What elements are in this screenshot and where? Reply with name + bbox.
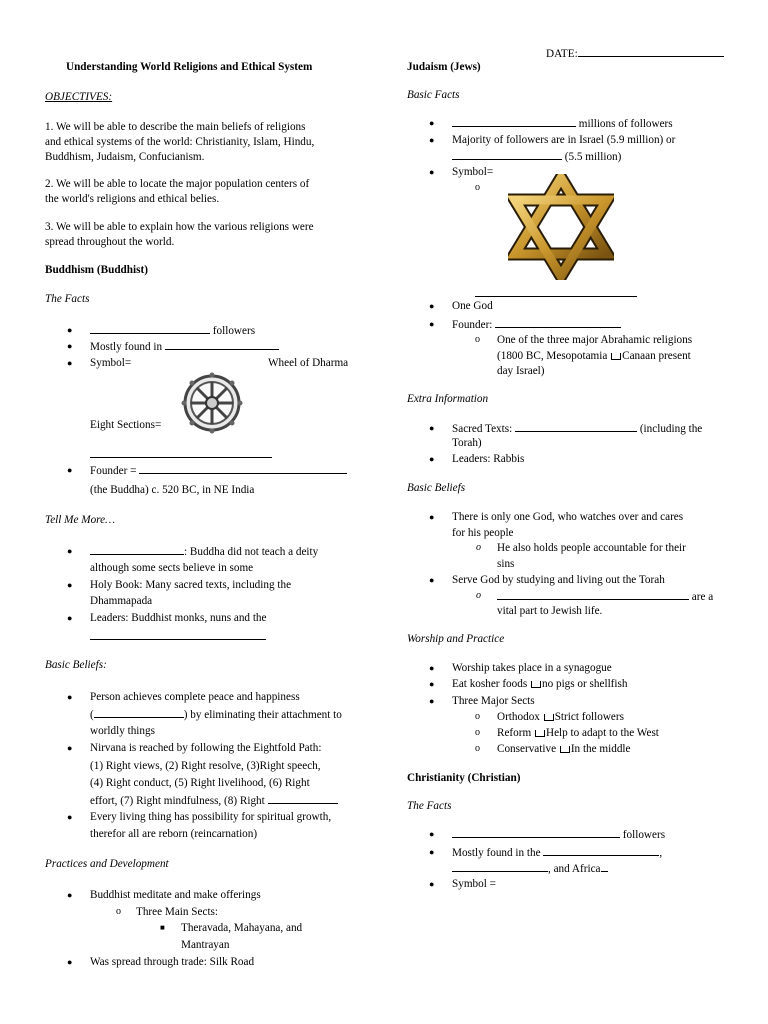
judaism-founder-blank[interactable] xyxy=(495,317,621,328)
sacred-texts-blank[interactable] xyxy=(515,421,637,432)
judaism-millions: millions of followers xyxy=(452,116,673,131)
bullet-icon: ● xyxy=(67,465,73,475)
judaism-beliefs-heading: Basic Beliefs xyxy=(407,482,466,494)
deity-blank[interactable] xyxy=(90,544,184,555)
bullet-icon: ● xyxy=(67,613,73,623)
belief-3-line-1: Every living thing has possibility for spiritual growth, xyxy=(90,811,332,823)
judaism-symbol-label: Symbol= xyxy=(452,166,494,178)
extra-info-heading: Extra Information xyxy=(407,393,489,405)
belief-2-line-3: (4) Right conduct, (5) Right livelihood, (6) Right xyxy=(90,777,310,789)
millions-blank[interactable] xyxy=(452,116,576,127)
arrow-icon xyxy=(611,353,621,360)
rabbis: Leaders: Rabbis xyxy=(452,453,525,465)
objective-2-line-2: the world's religions and ethical belies. xyxy=(45,193,220,205)
bullet-icon: ● xyxy=(429,423,435,433)
leaders-blank[interactable] xyxy=(90,629,266,640)
star-of-david-icon xyxy=(508,174,614,280)
dharma-wheel-icon xyxy=(181,372,243,434)
christianity-region-blank-2[interactable] xyxy=(452,861,548,872)
judaism-majority-line-1: Majority of followers are in Israel (5.9 million) or xyxy=(452,134,676,146)
bullet-icon: ● xyxy=(429,829,435,839)
christianity-facts-heading: The Facts xyxy=(407,800,452,812)
star-blank[interactable] xyxy=(475,286,637,297)
buddhism-heading: Buddhism (Buddhist) xyxy=(45,264,148,276)
bullet-icon: ● xyxy=(429,679,435,689)
sects-line-1: Theravada, Mahayana, and xyxy=(181,922,303,934)
buddhism-founder: Founder = xyxy=(90,463,347,478)
bullet-icon: ● xyxy=(67,957,73,967)
torah-vital-line-2: vital part to Jewish life. xyxy=(497,605,603,617)
circle-bullet-icon: o xyxy=(475,727,480,738)
sacred-texts: Sacred Texts: (including the xyxy=(452,423,703,435)
objective-2-line-1: 2. We will be able to locate the major population centers of xyxy=(45,178,310,190)
torah-vital-blank[interactable] xyxy=(497,589,689,600)
followers-blank[interactable] xyxy=(90,323,210,334)
star-answer xyxy=(475,286,637,301)
objective-1-line-3: Buddhism, Judaism, Confucianism. xyxy=(45,151,205,163)
basic-beliefs-heading: Basic Beliefs: xyxy=(45,659,107,671)
belief-1-line-2: ( ) by eliminating their attachment to xyxy=(90,709,342,721)
circle-bullet-icon: o xyxy=(475,182,480,193)
bullet-icon: ● xyxy=(429,319,435,329)
buddhism-mostly-found: Mostly found in xyxy=(90,339,279,354)
deity-line: : Buddha did not teach a deity xyxy=(90,544,318,559)
circle-bullet-icon: o xyxy=(116,906,121,917)
belief-3-line-2: therefor all are reborn (reincarnation) xyxy=(90,828,258,840)
bullet-icon: ● xyxy=(67,743,73,753)
abrahamic-line-1: One of the three major Abrahamic religions xyxy=(497,334,693,346)
belief-2-line-4: effort, (7) Right mindfulness, (8) Right xyxy=(90,793,338,808)
bullet-icon: ● xyxy=(67,358,73,368)
judaism-belief-1-line-1: There is only one God, who watches over and cares xyxy=(452,511,684,523)
belief-2-line-1: Nirvana is reached by following the Eightfold Path: xyxy=(90,742,322,754)
founder-blank[interactable] xyxy=(139,463,347,474)
bullet-icon: ● xyxy=(429,512,435,522)
bullet-icon: ● xyxy=(67,812,73,822)
sect-reform: Reform Help to adapt to the West xyxy=(497,727,659,739)
date-blank[interactable] xyxy=(578,46,724,57)
christianity-mostly-found-2: , and Africa xyxy=(452,861,608,876)
christianity-region-blank-1[interactable] xyxy=(543,845,659,856)
practices-heading: Practices and Development xyxy=(45,858,169,870)
arrow-icon xyxy=(531,681,541,688)
founder-detail: (the Buddha) c. 520 BC, in NE India xyxy=(90,484,255,496)
christianity-followers: followers xyxy=(452,827,665,842)
christianity-followers-blank[interactable] xyxy=(452,827,620,838)
bullet-icon: ● xyxy=(429,167,435,177)
christianity-heading: Christianity (Christian) xyxy=(407,772,521,784)
bullet-icon: ● xyxy=(429,301,435,311)
worship-3: Three Major Sects xyxy=(452,695,535,707)
date-field xyxy=(546,46,724,61)
bullet-icon: ● xyxy=(429,696,435,706)
objective-3-line-1: 3. We will be able to explain how the various religions were xyxy=(45,221,314,233)
judaism-basic-facts-heading: Basic Facts xyxy=(407,89,460,101)
tell-me-more-heading: Tell Me More… xyxy=(45,514,116,526)
worship-2: Eat kosher foods no pigs or shellfish xyxy=(452,678,628,690)
circle-bullet-icon: o xyxy=(475,711,480,722)
judaism-heading: Judaism (Jews) xyxy=(407,61,481,73)
page-title: Understanding World Religions and Ethical System xyxy=(66,61,313,73)
bullet-icon: ● xyxy=(429,663,435,673)
bullet-icon: ● xyxy=(429,118,435,128)
buddhism-symbol-label: Symbol= xyxy=(90,357,132,369)
circle-bullet-icon: o xyxy=(475,334,480,345)
holy-book-line: Holy Book: Many sacred texts, including the xyxy=(90,579,292,591)
bullet-icon: ● xyxy=(429,454,435,464)
eight-sections-blank[interactable] xyxy=(90,447,272,458)
christianity-mostly-found: Mostly found in the , xyxy=(452,847,663,859)
sects-label: Three Main Sects: xyxy=(136,906,219,918)
christianity-symbol: Symbol = xyxy=(452,878,496,890)
practice-2: Was spread through trade: Silk Road xyxy=(90,956,255,968)
belief-blank[interactable] xyxy=(94,707,184,718)
bullet-icon: ● xyxy=(67,580,73,590)
holy-book-line-2: Dhammapada xyxy=(90,595,153,607)
bullet-icon: ● xyxy=(67,325,73,335)
buddhism-facts-heading: The Facts xyxy=(45,293,90,305)
belief-1-line-3: worldly things xyxy=(90,725,155,737)
bullet-icon: ● xyxy=(429,575,435,585)
leaders-line: Leaders: Buddhist monks, nuns and the xyxy=(90,612,267,624)
bullet-icon: ● xyxy=(67,890,73,900)
judaism-belief-1-line-2: for his people xyxy=(452,527,514,539)
sect-conservative: Conservative In the middle xyxy=(497,743,631,755)
worship-heading: Worship and Practice xyxy=(407,633,505,645)
deity-line-2: although some sects believe in some xyxy=(90,562,254,574)
bullet-icon: ● xyxy=(429,879,435,889)
bullet-icon: ● xyxy=(67,692,73,702)
bullet-icon: ● xyxy=(429,135,435,145)
arrow-icon xyxy=(560,746,570,753)
abrahamic-line-3: day Israel) xyxy=(497,365,545,377)
bullet-icon: ● xyxy=(429,847,435,857)
majority-blank[interactable] xyxy=(452,149,562,160)
bullet-icon: ● xyxy=(67,546,73,556)
objective-1-line-1: 1. We will be able to describe the main beliefs of religions xyxy=(45,121,306,133)
abrahamic-line-2: (1800 BC, Mesopotamia Canaan present xyxy=(497,350,691,362)
belief-2-line-2: (1) Right views, (2) Right resolve, (3)Right speech, xyxy=(90,760,321,772)
leaders-answer xyxy=(90,629,266,644)
belief-1-line-1: Person achieves complete peace and happiness xyxy=(90,691,300,703)
arrow-icon xyxy=(535,730,545,737)
eight-sections-answer xyxy=(90,447,272,462)
wheel-of-dharma-label: Wheel of Dharma xyxy=(268,357,349,369)
right-blank[interactable] xyxy=(268,793,338,804)
torah: Torah) xyxy=(452,437,482,449)
accountable-line-1: He also holds people accountable for their xyxy=(497,542,686,554)
arrow-icon xyxy=(544,714,554,721)
objective-3-line-2: spread throughout the world. xyxy=(45,236,175,248)
circle-bullet-icon: o xyxy=(476,542,481,553)
judaism-majority-line-2: (5.5 million) xyxy=(452,149,621,164)
sects-line-2: Mantrayan xyxy=(181,939,230,951)
torah-vital-line-1: are a xyxy=(497,589,713,604)
eight-sections-label: Eight Sections= xyxy=(90,419,162,431)
bullet-icon: ● xyxy=(67,341,73,351)
circle-bullet-icon: o xyxy=(476,590,481,601)
mostly-found-blank[interactable] xyxy=(165,339,279,350)
one-god: One God xyxy=(452,300,493,312)
circle-bullet-icon: o xyxy=(475,743,480,754)
sect-orthodox: Orthodox Strict followers xyxy=(497,711,624,723)
buddhism-followers: followers xyxy=(90,323,255,338)
date-label: DATE: xyxy=(546,48,578,60)
objective-1-line-2: and ethical systems of the world: Christianity, Islam, Hindu, xyxy=(45,136,315,148)
accountable-line-2: sins xyxy=(497,558,515,570)
worship-1: Worship takes place in a synagogue xyxy=(452,662,612,674)
objectives-heading: OBJECTIVES: xyxy=(45,91,113,103)
judaism-belief-2: Serve God by studying and living out the Torah xyxy=(452,574,665,586)
judaism-founder: Founder: xyxy=(452,317,621,332)
square-bullet-icon: ■ xyxy=(160,923,165,932)
practice-1: Buddhist meditate and make offerings xyxy=(90,889,261,901)
